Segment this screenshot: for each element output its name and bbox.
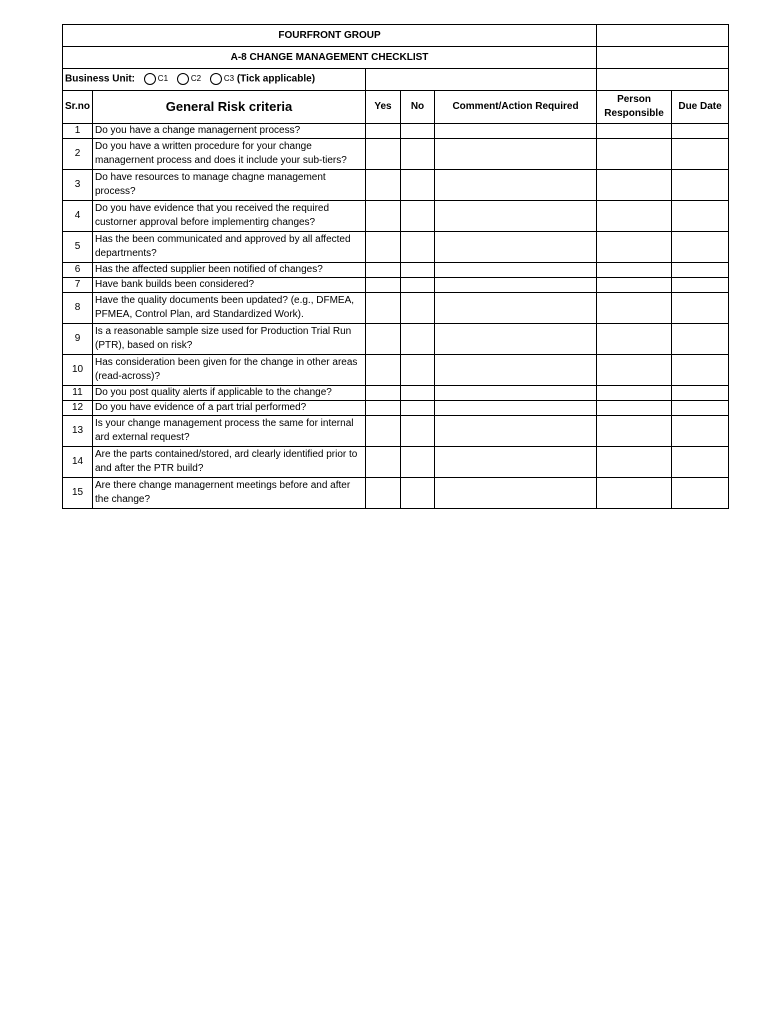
business-unit-cell	[63, 69, 366, 91]
no-cell[interactable]	[401, 170, 435, 201]
risk-criteria-text: Do you post quality alerts if applicable to the change?	[93, 386, 366, 401]
yes-cell[interactable]	[366, 263, 401, 278]
person-cell[interactable]	[597, 293, 672, 324]
comment-cell[interactable]	[435, 447, 597, 478]
business-unit-label: Business Unit:	[65, 73, 136, 85]
table-row	[63, 416, 729, 447]
yes-cell[interactable]	[366, 416, 401, 447]
comment-cell[interactable]	[435, 324, 597, 355]
col-header-no: No	[401, 91, 435, 124]
comment-cell[interactable]	[435, 170, 597, 201]
table-row	[63, 478, 729, 509]
comment-cell[interactable]	[435, 355, 597, 386]
risk-criteria-text: Do you have evidence of a part trial performed?	[93, 401, 366, 416]
table-row	[63, 355, 729, 386]
table-row	[63, 324, 729, 355]
risk-criteria-text: Do have resources to manage chagne management process?	[93, 170, 366, 201]
person-cell[interactable]	[597, 278, 672, 293]
yes-cell[interactable]	[366, 201, 401, 232]
table-row	[63, 170, 729, 201]
due-date-cell[interactable]	[672, 170, 729, 201]
yes-cell[interactable]	[366, 401, 401, 416]
no-cell[interactable]	[401, 263, 435, 278]
risk-criteria-text: Do you have a change managernent process?	[93, 124, 366, 139]
no-cell[interactable]	[401, 278, 435, 293]
c3-option-label: C3	[223, 74, 235, 84]
col-header-comment: Comment/Action Required	[435, 91, 597, 124]
table-row	[63, 201, 729, 232]
due-date-cell[interactable]	[672, 386, 729, 401]
person-cell[interactable]	[597, 170, 672, 201]
row-number: 3	[63, 170, 93, 201]
row-number: 15	[63, 478, 93, 509]
row-number: 11	[63, 386, 93, 401]
due-date-cell[interactable]	[672, 293, 729, 324]
col-header-person: Person Responsible	[597, 91, 672, 124]
business-unit-row	[63, 69, 729, 91]
comment-cell[interactable]	[435, 401, 597, 416]
risk-criteria-text: Are the parts contained/stored, ard clearly identified prior to and after the PTR build?	[93, 447, 366, 478]
due-date-cell[interactable]	[672, 324, 729, 355]
yes-cell[interactable]	[366, 447, 401, 478]
row-number: 8	[63, 293, 93, 324]
yes-cell[interactable]	[366, 293, 401, 324]
checklist-title: A-8 CHANGE MANAGEMENT CHECKLIST	[63, 47, 597, 69]
comment-cell[interactable]	[435, 263, 597, 278]
title-blank-cell[interactable]	[597, 47, 729, 69]
due-date-cell[interactable]	[672, 447, 729, 478]
risk-criteria-text: Has the affected supplier been notified of changes?	[93, 263, 366, 278]
business-unit-blank-cell[interactable]	[366, 69, 597, 91]
row-number: 9	[63, 324, 93, 355]
due-date-cell[interactable]	[672, 139, 729, 170]
due-date-cell[interactable]	[672, 201, 729, 232]
person-cell[interactable]	[597, 447, 672, 478]
title-row	[63, 47, 729, 69]
table-row	[63, 401, 729, 416]
business-unit-blank-cell-right[interactable]	[597, 69, 729, 91]
person-cell[interactable]	[597, 401, 672, 416]
row-number: 2	[63, 139, 93, 170]
comment-cell[interactable]	[435, 201, 597, 232]
due-date-cell[interactable]	[672, 278, 729, 293]
person-cell[interactable]	[597, 355, 672, 386]
row-number: 6	[63, 263, 93, 278]
col-header-yes: Yes	[366, 91, 401, 124]
col-header-due: Due Date	[672, 91, 729, 124]
risk-criteria-text: Has the been communicated and approved by all affected departrnents?	[93, 232, 366, 263]
person-cell[interactable]	[597, 263, 672, 278]
tick-note: (Tick applicable)	[236, 73, 316, 85]
comment-cell[interactable]	[435, 124, 597, 139]
col-header-criteria: General Risk criteria	[93, 91, 366, 124]
row-number: 4	[63, 201, 93, 232]
checklist-table	[62, 24, 729, 509]
no-cell[interactable]	[401, 478, 435, 509]
c1-option-label: C1	[157, 74, 169, 84]
no-cell[interactable]	[401, 447, 435, 478]
due-date-cell[interactable]	[672, 401, 729, 416]
table-row	[63, 263, 729, 278]
company-row	[63, 25, 729, 47]
row-number: 14	[63, 447, 93, 478]
no-cell[interactable]	[401, 386, 435, 401]
person-cell[interactable]	[597, 124, 672, 139]
table-row	[63, 124, 729, 139]
comment-cell[interactable]	[435, 278, 597, 293]
no-cell[interactable]	[401, 139, 435, 170]
table-row	[63, 447, 729, 478]
due-date-cell[interactable]	[672, 124, 729, 139]
no-cell[interactable]	[401, 232, 435, 263]
no-cell[interactable]	[401, 324, 435, 355]
risk-criteria-text: Do you have a written procedure for your change managernent process and does it include your sub-tiers?	[93, 139, 366, 170]
due-date-cell[interactable]	[672, 232, 729, 263]
risk-criteria-text: Are there change managernent meetings before and after the change?	[93, 478, 366, 509]
yes-cell[interactable]	[366, 139, 401, 170]
row-number: 1	[63, 124, 93, 139]
person-cell[interactable]	[597, 201, 672, 232]
no-cell[interactable]	[401, 293, 435, 324]
risk-criteria-text: Have bank builds been considered?	[93, 278, 366, 293]
risk-criteria-text: Is a reasonable sample size used for Production Trial Run (PTR), based on risk?	[93, 324, 366, 355]
yes-cell[interactable]	[366, 386, 401, 401]
person-cell[interactable]	[597, 386, 672, 401]
comment-cell[interactable]	[435, 139, 597, 170]
column-header-row	[63, 91, 729, 124]
due-date-cell[interactable]	[672, 478, 729, 509]
no-cell[interactable]	[401, 416, 435, 447]
company-name: FOURFRONT GROUP	[63, 25, 597, 47]
no-cell[interactable]	[401, 201, 435, 232]
person-cell[interactable]	[597, 324, 672, 355]
risk-criteria-text: Is your change management process the same for internal ard external request?	[93, 416, 366, 447]
risk-criteria-text: Do you have evidence that you received the required custorner approval before implementirg changes?	[93, 201, 366, 232]
comment-cell[interactable]	[435, 293, 597, 324]
company-blank-cell[interactable]	[597, 25, 729, 47]
no-cell[interactable]	[401, 401, 435, 416]
comment-cell[interactable]	[435, 416, 597, 447]
row-number: 10	[63, 355, 93, 386]
risk-criteria-text: Have the quality documents been updated? (e.g., DFMEA, PFMEA, Control Plan, ard Standardized Work).	[93, 293, 366, 324]
c2-radio-icon[interactable]	[177, 73, 189, 85]
comment-cell[interactable]	[435, 386, 597, 401]
due-date-cell[interactable]	[672, 416, 729, 447]
row-number: 13	[63, 416, 93, 447]
no-cell[interactable]	[401, 124, 435, 139]
table-row	[63, 232, 729, 263]
due-date-cell[interactable]	[672, 263, 729, 278]
person-cell[interactable]	[597, 478, 672, 509]
due-date-cell[interactable]	[672, 355, 729, 386]
person-cell[interactable]	[597, 139, 672, 170]
row-number: 7	[63, 278, 93, 293]
yes-cell[interactable]	[366, 324, 401, 355]
row-number: 5	[63, 232, 93, 263]
risk-criteria-text: Has consideration been given for the change in other areas (read-across)?	[93, 355, 366, 386]
yes-cell[interactable]	[366, 278, 401, 293]
c3-radio-icon[interactable]	[210, 73, 222, 85]
comment-cell[interactable]	[435, 232, 597, 263]
no-cell[interactable]	[401, 355, 435, 386]
person-cell[interactable]	[597, 232, 672, 263]
table-row	[63, 278, 729, 293]
person-cell[interactable]	[597, 416, 672, 447]
comment-cell[interactable]	[435, 478, 597, 509]
yes-cell[interactable]	[366, 170, 401, 201]
table-row	[63, 139, 729, 170]
table-row	[63, 293, 729, 324]
col-header-sr: Sr.no	[63, 91, 93, 124]
c2-option-label: C2	[190, 74, 202, 84]
table-row	[63, 386, 729, 401]
yes-cell[interactable]	[366, 124, 401, 139]
row-number: 12	[63, 401, 93, 416]
c1-radio-icon[interactable]	[144, 73, 156, 85]
yes-cell[interactable]	[366, 232, 401, 263]
yes-cell[interactable]	[366, 478, 401, 509]
yes-cell[interactable]	[366, 355, 401, 386]
